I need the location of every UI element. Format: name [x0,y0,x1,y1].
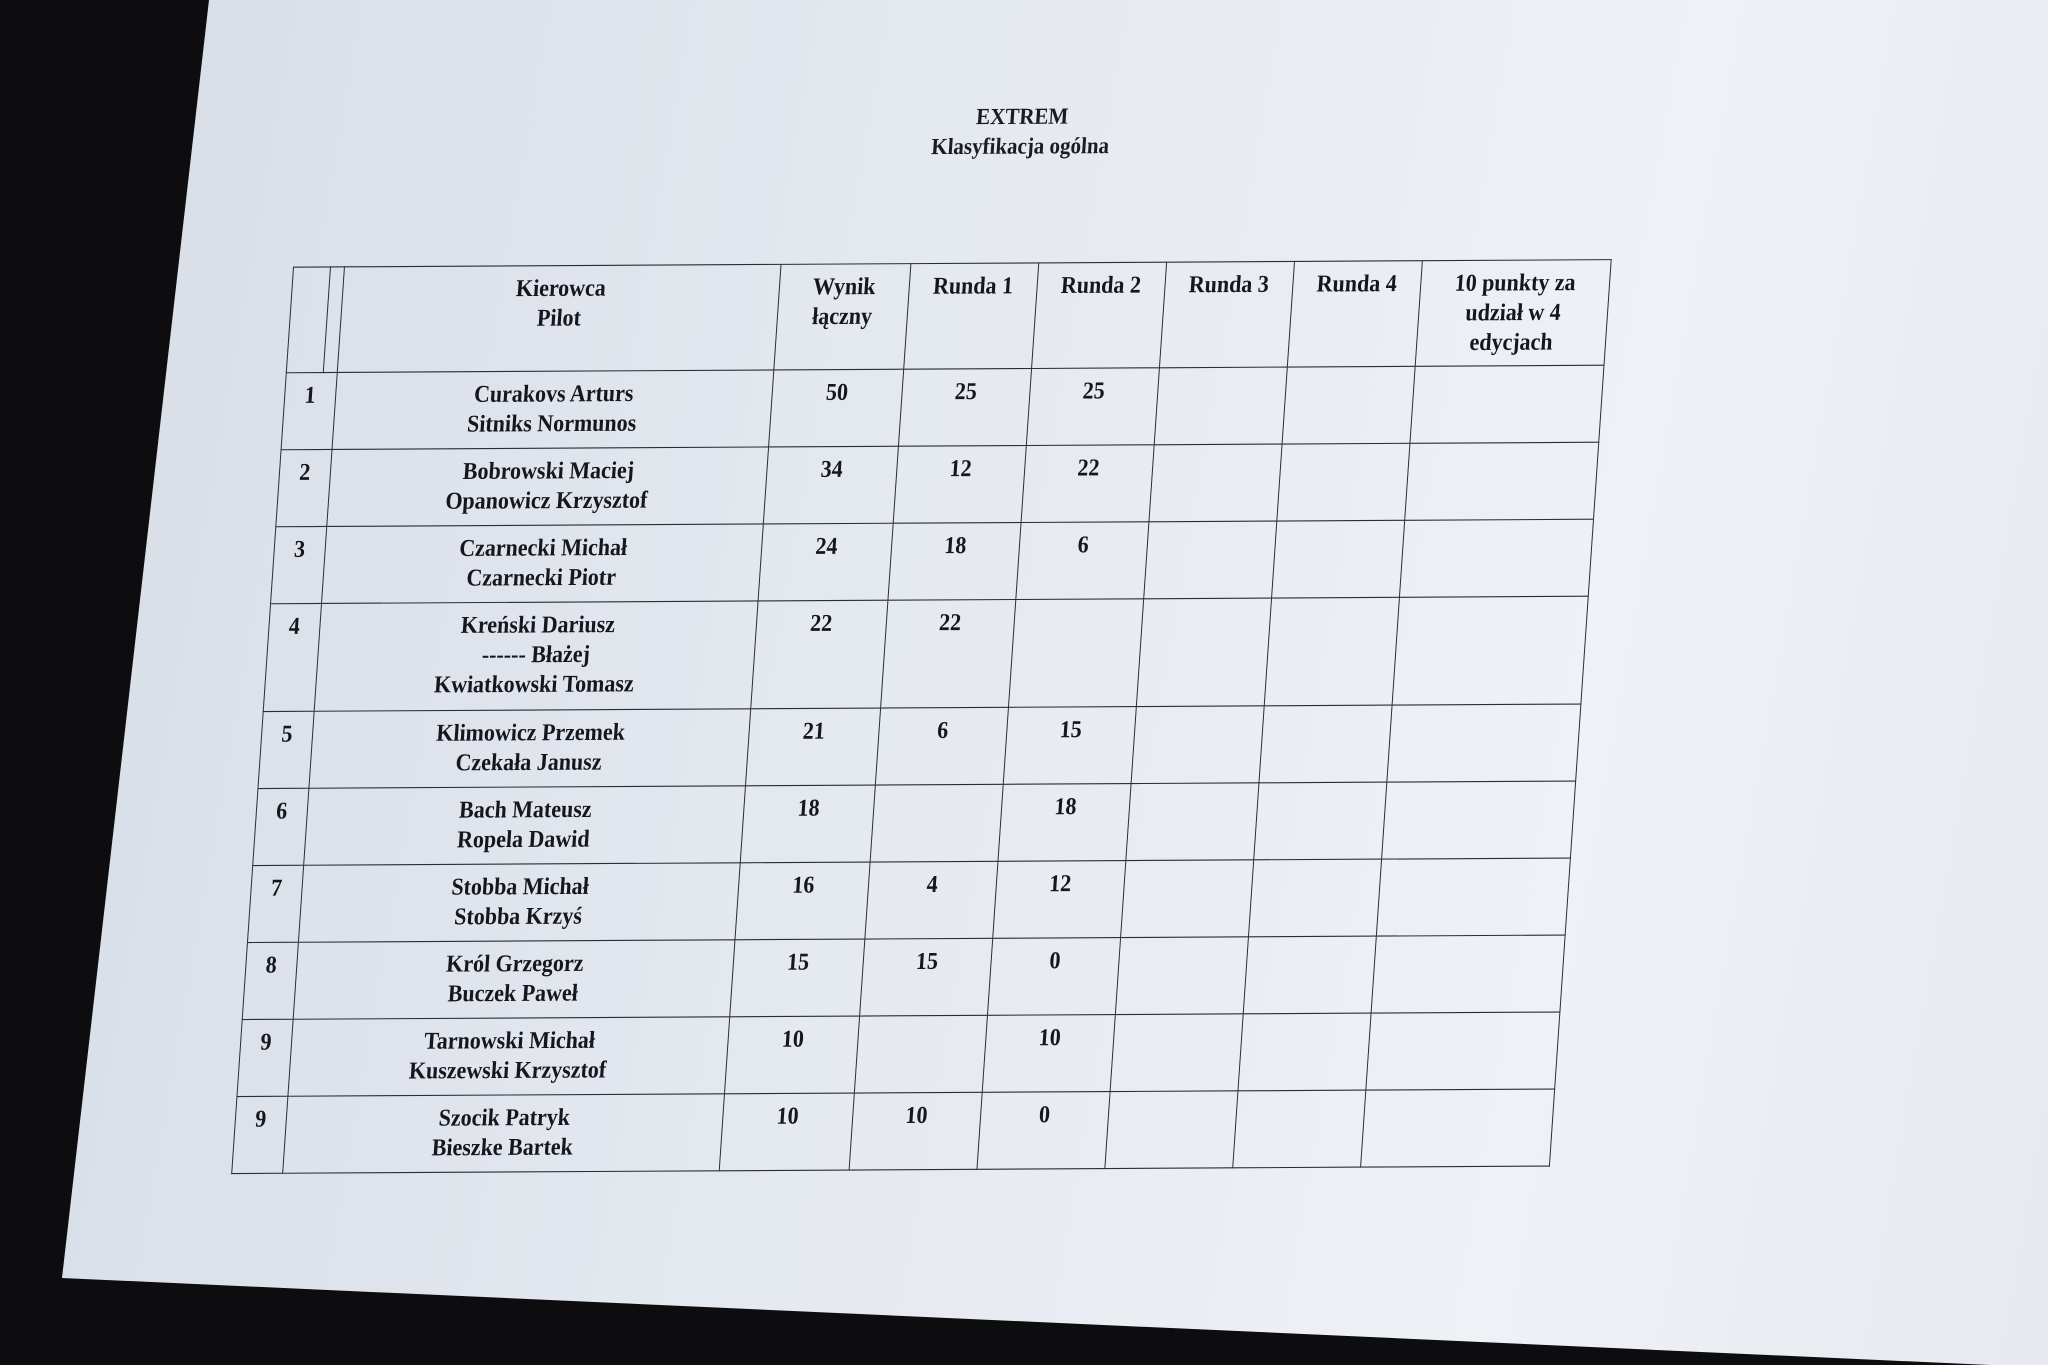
crew-cell [288,1017,730,1096]
driver-name: Szocik Patryk [437,1102,572,1132]
header-round2: Runda 2 [1031,262,1166,368]
driver-name: Kreński Dariusz [460,610,617,639]
round3-cell [1154,367,1287,445]
crew-member-name: Bieszke Bartek [430,1132,574,1161]
header-bonus-line3: edycjach [1468,327,1554,356]
place-cell: 7 [247,865,303,942]
round2-cell: 18 [998,784,1131,862]
crew-member-name: Czarnecki Piotr [465,562,617,592]
driver-name: Stobba Michał [450,871,590,901]
header-round4: Runda 4 [1287,261,1422,367]
round1-cell [870,784,1003,862]
header-bonus [1415,260,1611,367]
results-body [232,365,1604,1173]
round3-cell [1120,860,1253,938]
round3-cell [1105,1091,1238,1169]
header-round3: Runda 3 [1159,261,1294,367]
place-cell: 3 [271,526,327,603]
crew-cell [298,863,740,942]
crew-member-name: Stobba Krzyś [453,901,583,930]
round4-cell [1238,1013,1371,1091]
round3-cell [1144,521,1277,599]
table-header-row [286,260,1611,373]
table-row [281,365,1604,450]
bonus-cell [1392,596,1588,705]
place-cell: 4 [263,603,321,711]
table-row [271,519,1594,604]
total-cell: 10 [719,1093,854,1171]
driver-name: Król Grzegorz [445,948,585,978]
round4-cell [1277,443,1410,521]
round1-cell: 25 [898,368,1031,446]
table-row [242,935,1565,1020]
total-cell: 16 [735,862,870,940]
crew-cell [282,1094,724,1173]
driver-name: Tarnowski Michał [423,1025,597,1055]
round4-cell [1248,859,1381,937]
table-row [263,596,1588,711]
round4-cell [1243,936,1376,1014]
results-table [231,259,1612,1174]
crew-member-name: Buczek Paweł [446,978,579,1007]
place-cell: 9 [237,1019,293,1096]
round3-cell [1131,706,1264,784]
header-total-line1: Wynik [811,272,877,300]
bonus-cell [1366,1012,1560,1090]
document-title: EXTREM [975,102,1070,130]
document-header [300,98,1743,166]
round4-cell [1282,366,1415,444]
header-bonus-line2: udział w 4 [1464,297,1562,326]
round3-cell [1136,598,1271,707]
bonus-cell [1361,1089,1555,1167]
table-row [247,858,1570,943]
driver-name: Czarnecki Michał [458,532,629,562]
bonus-cell [1405,442,1599,520]
round1-cell: 15 [859,938,992,1016]
total-cell: 10 [724,1016,859,1094]
header-round1: Runda 1 [904,263,1039,369]
table-row [232,1089,1555,1174]
crew-member-name: ------ Błażej [481,639,591,668]
crew-cell [293,940,735,1019]
header-pilot: Pilot [536,303,582,332]
crew-member-name: Kwiatkowski Tomasz [433,669,635,698]
round2-cell: 22 [1021,445,1154,523]
table-row [258,704,1581,789]
round2-cell: 12 [993,861,1126,939]
round2-cell: 15 [1003,707,1136,785]
round3-cell [1126,783,1259,861]
header-bonus-line1: 10 punkty za [1453,268,1577,297]
round3-cell [1149,444,1282,522]
table-row [237,1012,1560,1097]
round1-cell: 22 [880,599,1015,708]
table-row [253,781,1576,866]
round2-cell [1008,599,1143,708]
crew-member-name: Czekała Janusz [454,747,603,776]
round4-cell [1233,1090,1366,1168]
place-cell: 9 [232,1096,288,1173]
driver-name: Bach Mateusz [458,794,593,824]
total-cell: 22 [750,600,887,709]
crew-cell [327,447,769,526]
round2-cell: 10 [982,1015,1115,1093]
bonus-cell [1371,935,1565,1013]
round2-cell: 0 [977,1092,1110,1170]
round4-cell [1271,520,1404,598]
bonus-cell [1399,519,1593,597]
bonus-cell [1376,858,1570,936]
bonus-cell [1382,781,1576,859]
crew-member-name: Opanowicz Krzysztof [444,485,649,515]
crew-cell [314,601,758,711]
place-cell: 5 [258,711,314,788]
header-driver-pilot [337,264,781,372]
header-driver: Kierowca [515,273,607,302]
round1-cell [854,1015,987,1093]
table-row [276,442,1599,527]
round2-cell: 0 [987,938,1120,1016]
total-cell: 18 [740,785,875,863]
round2-cell: 6 [1016,522,1149,600]
header-total [774,264,911,370]
total-cell: 34 [763,446,898,524]
total-cell: 15 [729,939,864,1017]
crew-cell [303,786,745,865]
total-cell: 24 [758,523,893,601]
crew-member-name: Ropela Dawid [456,824,591,853]
document-page [254,98,1743,1161]
round1-cell: 6 [875,707,1008,785]
round1-cell: 18 [888,522,1021,600]
crew-cell [321,524,763,603]
place-cell: 1 [281,372,337,449]
round1-cell: 12 [893,445,1026,523]
round1-cell: 10 [849,1092,982,1170]
place-cell: 6 [253,788,309,865]
header-total-line2: łączny [811,301,874,330]
round3-cell [1110,1014,1243,1092]
round2-cell: 25 [1026,368,1159,446]
place-cell: 8 [242,942,298,1019]
round4-cell [1254,782,1387,860]
driver-name: Bobrowski Maciej [462,455,636,485]
crew-cell [309,709,751,788]
place-cell: 2 [276,449,332,526]
total-cell: 50 [768,369,903,447]
round4-cell [1259,705,1392,783]
round4-cell [1264,597,1399,706]
bonus-cell [1387,704,1581,782]
round3-cell [1115,937,1248,1015]
crew-member-name: Sitniks Normunos [466,408,638,438]
round1-cell: 4 [865,861,998,939]
total-cell: 21 [745,708,880,786]
bonus-cell [1410,365,1604,443]
crew-cell [332,370,774,449]
driver-name: Curakovs Arturs [473,379,635,408]
driver-name: Klimowicz Przemek [435,717,626,747]
document-subtitle: Klasyfikacja ogólna [930,132,1111,160]
crew-member-name: Kuszewski Krzysztof [408,1055,608,1085]
